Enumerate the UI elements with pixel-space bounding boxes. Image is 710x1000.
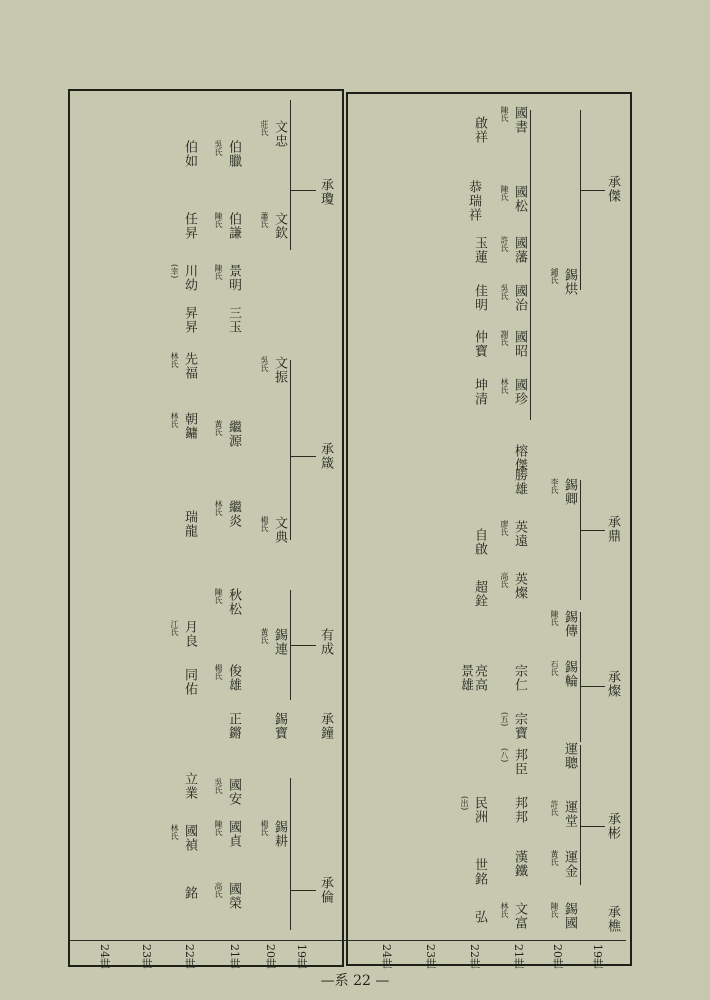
- tree-line: [580, 612, 581, 742]
- member-name: 錫耕: [272, 820, 287, 848]
- member-name: 錫傳: [562, 610, 577, 638]
- gen-label-23: 23世: [140, 944, 153, 969]
- member-name: 國榮: [226, 882, 241, 910]
- tree-line: [580, 745, 581, 885]
- gen-label-24: 24世: [380, 944, 393, 969]
- member-note: 吳氏: [260, 356, 269, 372]
- member-name: 國禎: [182, 824, 197, 852]
- gen-label-20: 20世: [264, 944, 277, 969]
- member-name: 國貞: [226, 820, 241, 848]
- tree-root: 承燦: [605, 670, 620, 698]
- member-note: 吳氏: [500, 284, 509, 300]
- member-name: 自啟: [472, 528, 487, 556]
- tree-line: [290, 190, 316, 191]
- member-note: 陳氏: [500, 185, 509, 201]
- member-note: (出): [460, 796, 469, 811]
- member-name: 民洲: [472, 796, 487, 824]
- tree-line: [580, 530, 605, 531]
- tree-root: 有成: [318, 628, 333, 656]
- member-note: 楊氏: [260, 516, 269, 532]
- tree-root: 承傑: [605, 175, 620, 203]
- tree-line: [580, 110, 581, 290]
- member-name: 亮高: [472, 664, 487, 692]
- tree-line: [290, 645, 316, 646]
- member-name: 英遠: [512, 520, 527, 548]
- member-name: 瑞龍: [182, 510, 197, 538]
- member-name: 月良: [182, 620, 197, 648]
- member-note: 吳氏: [214, 140, 223, 156]
- member-note: 林氏: [500, 902, 509, 918]
- member-note: 吳氏: [214, 778, 223, 794]
- member-name: 超銓: [472, 580, 487, 608]
- member-note: 謝氏: [500, 330, 509, 346]
- member-name: 先福: [182, 352, 197, 380]
- member-name: 佳明: [472, 284, 487, 312]
- left-panel-frame: [68, 89, 344, 967]
- tree-line: [290, 456, 316, 457]
- member-name: 玉蓮: [472, 236, 487, 264]
- member-name: 伯謙: [226, 212, 241, 240]
- member-name: 邦邦: [512, 796, 527, 824]
- tree-line: [580, 686, 605, 687]
- tree-line: [290, 890, 316, 891]
- member-name: 世銘: [472, 858, 487, 886]
- member-name: 運堂: [562, 800, 577, 828]
- member-note: 陳氏: [214, 212, 223, 228]
- member-name: 文振: [272, 356, 287, 384]
- member-name: 國安: [226, 778, 241, 806]
- member-name: 邦臣: [512, 748, 527, 776]
- member-name: 繼源: [226, 420, 241, 448]
- member-name: 運聰: [562, 742, 577, 770]
- tree-root: 承箴: [318, 442, 333, 470]
- member-note: 黃氏: [260, 628, 269, 644]
- member-name: 國松: [512, 185, 527, 213]
- tree-root: 承瓊: [318, 178, 333, 206]
- member-name: 錫寶: [272, 712, 287, 740]
- member-name: 錫輪: [562, 660, 577, 688]
- gen-label-19: 19世: [591, 944, 604, 969]
- gen-row-separator: [70, 940, 626, 941]
- member-name: 伯如: [182, 140, 197, 168]
- member-name: 運金: [562, 850, 577, 878]
- member-note: (幸): [170, 264, 179, 279]
- member-name: 伯臘: [226, 140, 241, 168]
- member-note: 林氏: [170, 412, 179, 428]
- tree-line: [580, 826, 605, 827]
- tree-root: 承樵: [605, 905, 620, 933]
- member-name: 漢鐵: [512, 850, 527, 878]
- member-note: (八): [500, 748, 509, 763]
- tree-line: [580, 480, 581, 600]
- member-name: 坤清: [472, 378, 487, 406]
- gen-label-22: 22世: [183, 944, 196, 969]
- member-name: 榕傑: [512, 444, 527, 472]
- member-name: 同佑: [182, 668, 197, 696]
- member-name: 任昇: [182, 212, 197, 240]
- member-note: 鍾氏: [550, 268, 559, 284]
- member-note: 陳氏: [500, 106, 509, 122]
- member-note: 高氏: [500, 572, 509, 588]
- gen-label-21: 21世: [228, 944, 241, 969]
- member-note: (五): [500, 712, 509, 727]
- member-name: 文欽: [272, 212, 287, 240]
- member-name: 國藩: [512, 236, 527, 264]
- member-name: 宗寶: [512, 712, 527, 740]
- tree-root: 承鐘: [318, 712, 333, 740]
- member-name: 銘: [182, 886, 197, 900]
- tree-root: 承鼎: [605, 515, 620, 543]
- member-note: 高氏: [214, 882, 223, 898]
- member-name: 景明: [226, 264, 241, 292]
- center-divider: [346, 92, 348, 962]
- member-name: 國昭: [512, 330, 527, 358]
- member-name: 勝雄: [512, 468, 527, 496]
- member-note: 黃氏: [214, 420, 223, 436]
- member-note: 莊氏: [260, 120, 269, 136]
- member-note: 陳氏: [550, 610, 559, 626]
- member-note: 林氏: [214, 500, 223, 516]
- tree-line: [290, 100, 291, 250]
- member-note: 林氏: [170, 824, 179, 840]
- member-name: 宗仁: [512, 664, 527, 692]
- member-name: 昇昇: [182, 306, 197, 334]
- member-name: 錫卿: [562, 478, 577, 506]
- gen-label-20: 20世: [551, 944, 564, 969]
- member-name: 朝鏞: [182, 412, 197, 440]
- member-name: 繼炎: [226, 500, 241, 528]
- member-note: 許氏: [550, 800, 559, 816]
- member-name: 英燦: [512, 572, 527, 600]
- gen-label-21: 21世: [512, 944, 525, 969]
- member-name: 景雄: [458, 664, 473, 692]
- member-note: 石氏: [550, 660, 559, 676]
- member-name: 錫烘: [562, 268, 577, 296]
- member-name: 錫國: [562, 902, 577, 930]
- member-note: 楊氏: [214, 664, 223, 680]
- tree-line: [290, 778, 291, 930]
- member-note: 陳氏: [214, 820, 223, 836]
- member-note: 陳氏: [214, 264, 223, 280]
- member-note: 蕭氏: [260, 212, 269, 228]
- gen-label-22: 22世: [468, 944, 481, 969]
- right-panel-frame: [346, 92, 632, 966]
- member-name: 三玉: [226, 306, 241, 334]
- member-note: 江氏: [170, 620, 179, 636]
- gen-label-24: 24世: [98, 944, 111, 969]
- member-name: 秋松: [226, 588, 241, 616]
- member-name: 文忠: [272, 120, 287, 148]
- member-note: 陳氏: [550, 902, 559, 918]
- tree-root: 承倫: [318, 876, 333, 904]
- tree-line: [290, 360, 291, 540]
- member-name: 文富: [512, 902, 527, 930]
- member-note: 陳氏: [214, 588, 223, 604]
- member-note: 楊氏: [260, 820, 269, 836]
- member-note: 林氏: [170, 352, 179, 368]
- member-name: 國珍: [512, 378, 527, 406]
- member-name: 文典: [272, 516, 287, 544]
- member-name: 弘: [472, 910, 487, 924]
- page-number: —系 22 —: [320, 973, 390, 989]
- member-name: 錫連: [272, 628, 287, 656]
- member-name: 俊雄: [226, 664, 241, 692]
- member-note: 林氏: [500, 378, 509, 394]
- tree-line: [530, 110, 531, 420]
- member-note: 許氏: [500, 236, 509, 252]
- member-note: 黃氏: [550, 850, 559, 866]
- member-name: 川幼: [182, 264, 197, 292]
- tree-line: [580, 190, 605, 191]
- member-name: 恭瑞祥: [466, 180, 481, 222]
- member-name: 立業: [182, 772, 197, 800]
- member-note: 李氏: [550, 478, 559, 494]
- member-name: 啟祥: [472, 116, 487, 144]
- gen-label-23: 23世: [424, 944, 437, 969]
- gen-label-19: 19世: [295, 944, 308, 969]
- member-name: 國書: [512, 106, 527, 134]
- member-name: 國治: [512, 284, 527, 312]
- member-note: 廖氏: [500, 520, 509, 536]
- tree-root: 承彬: [605, 812, 620, 840]
- member-name: 正鏘: [226, 712, 241, 740]
- member-name: 仲寶: [472, 330, 487, 358]
